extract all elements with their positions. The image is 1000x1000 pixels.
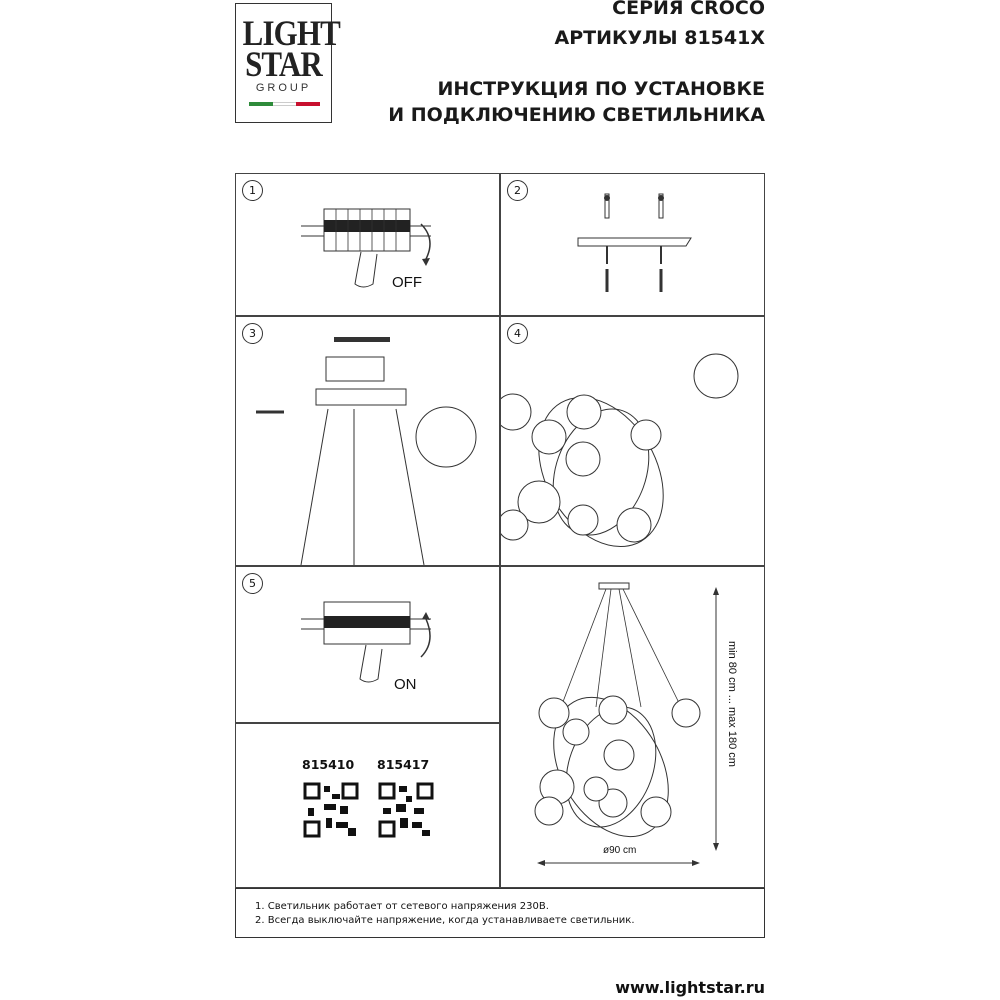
on-label: ON [394, 676, 417, 693]
diameter-dimension-label: ø90 cm [603, 845, 637, 856]
breaker-on-illustration [236, 567, 500, 723]
step-number-badge: 4 [507, 323, 528, 344]
breaker-off-illustration [236, 174, 500, 316]
step-4-panel [500, 316, 765, 566]
qr-code-1-icon [305, 784, 357, 836]
articles-title: АРТИКУЛЫ 81541X [554, 27, 765, 49]
logo-text-group: GROUP [255, 82, 312, 94]
note-line-2: 2. Всегда выключайте напряжение, когда устанавливаете светильник. [255, 915, 635, 926]
step-1-panel [235, 173, 500, 316]
italian-flag-stripe [249, 102, 320, 106]
height-dimension-label: min 80 cm ... max 180 cm [726, 641, 738, 767]
dimensions-panel [500, 566, 765, 888]
product-code-2: 815417 [377, 757, 430, 772]
step-3-panel [235, 316, 500, 566]
step-5-panel [235, 566, 500, 723]
instruction-title-line2: И ПОДКЛЮЧЕНИЮ СВЕТИЛЬНИКА [388, 104, 765, 126]
brand-logo [235, 3, 340, 123]
product-codes-panel [235, 723, 500, 888]
step-number-badge: 5 [242, 573, 263, 594]
step-number-badge: 1 [242, 180, 263, 201]
step-2-panel [500, 173, 765, 316]
mounting-bracket-illustration [501, 174, 765, 316]
note-line-1: 1. Светильник работает от сетевого напряжения 230В. [255, 901, 549, 912]
instruction-title-line1: ИНСТРУКЦИЯ ПО УСТАНОВКЕ [437, 78, 765, 100]
logo-text-star: STAR [245, 44, 322, 84]
wiring-illustration [236, 317, 500, 566]
logo-text-light: LIGHT [242, 13, 340, 53]
step-number-badge: 3 [242, 323, 263, 344]
series-title: СЕРИЯ CROCO [612, 0, 765, 19]
safety-notes [235, 888, 765, 938]
qr-code-2-icon [380, 784, 432, 836]
product-code-1: 815410 [302, 757, 355, 772]
step-number-badge: 2 [507, 180, 528, 201]
qr-codes [236, 724, 500, 888]
website-link[interactable]: www.lightstar.ru [615, 978, 765, 997]
glass-shade-installation-illustration [501, 317, 765, 566]
off-label: OFF [392, 274, 422, 291]
